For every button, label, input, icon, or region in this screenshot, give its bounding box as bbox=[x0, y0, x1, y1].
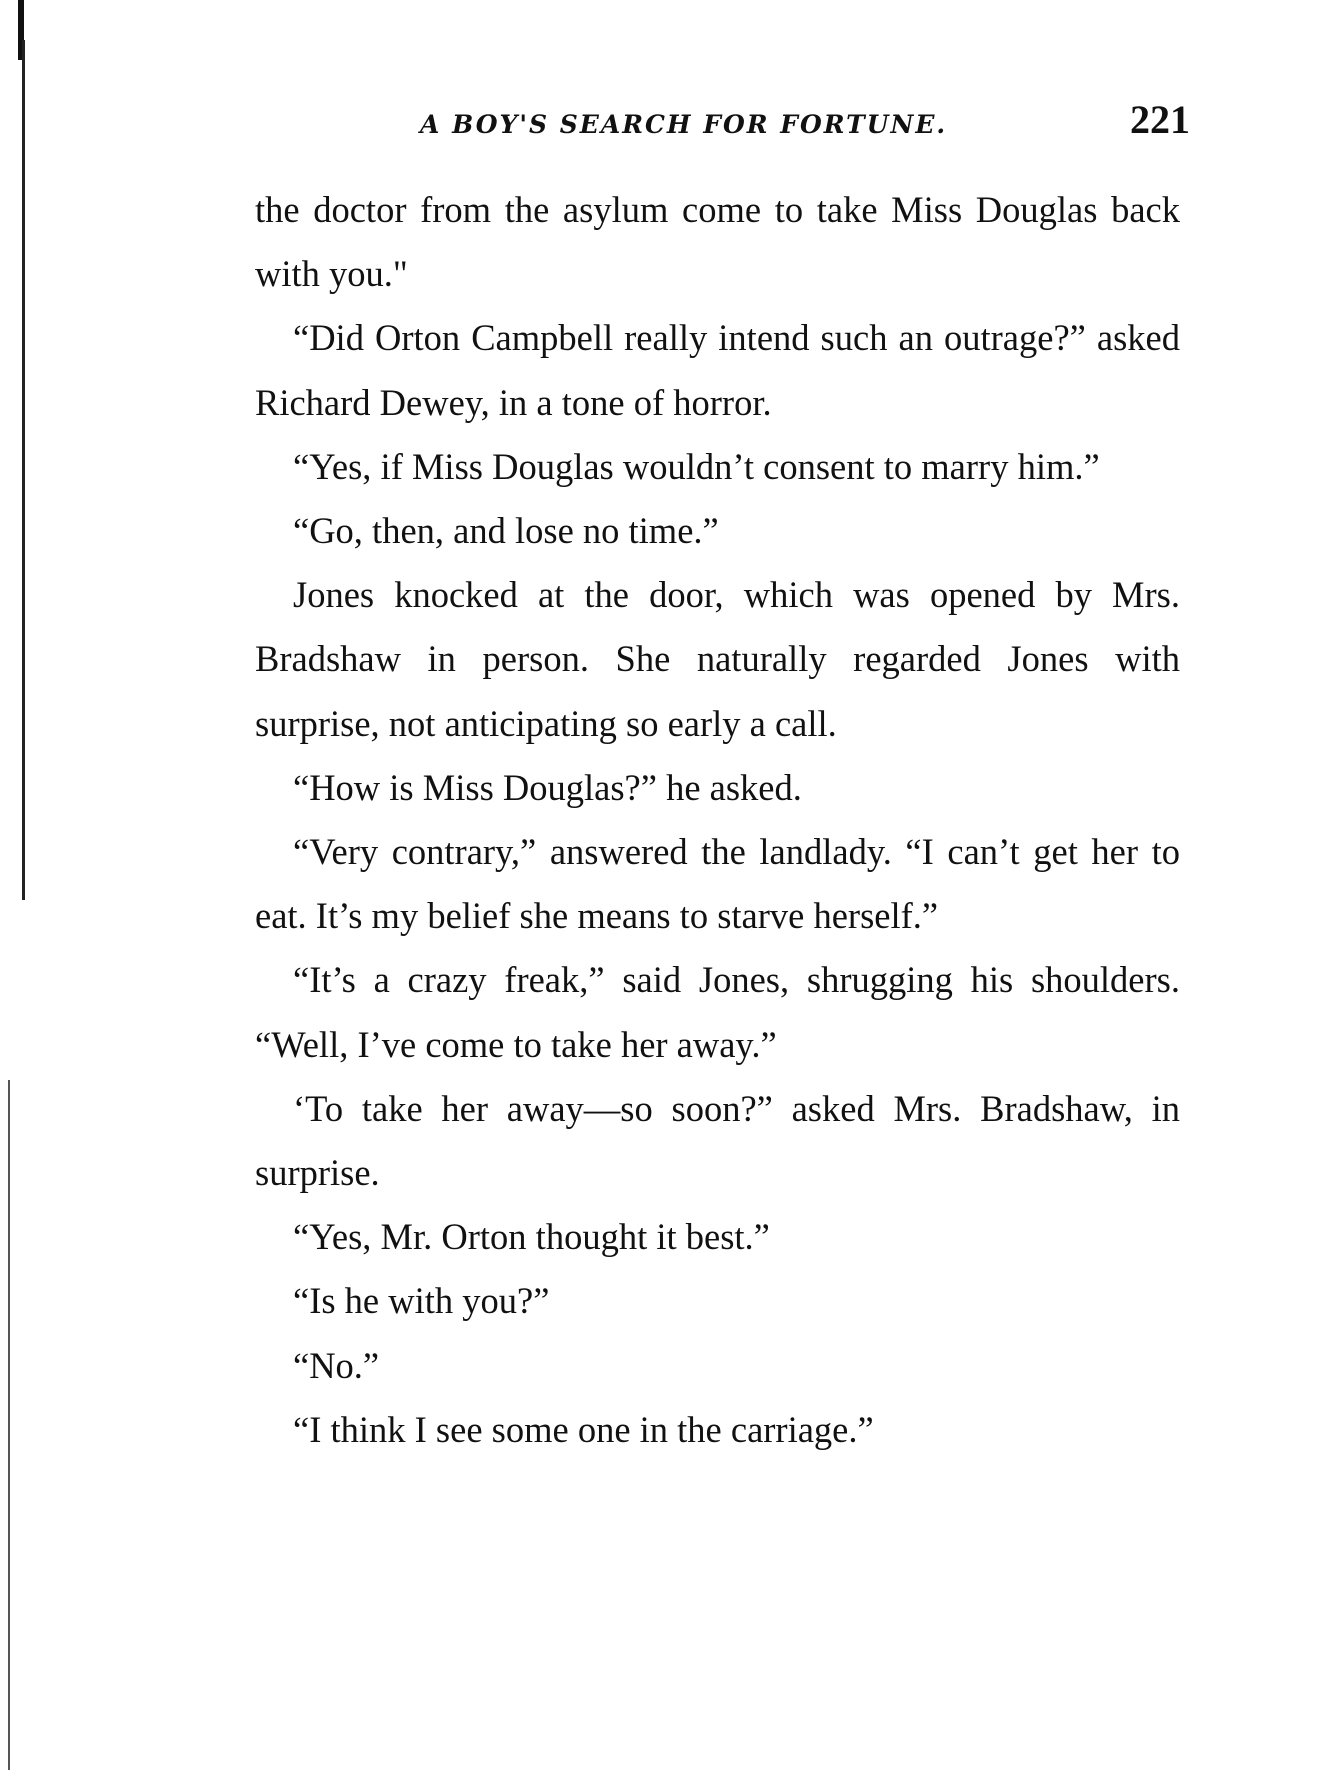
scan-edge-line-lower bbox=[8, 1080, 10, 1770]
paragraph: “Yes, if Miss Douglas wouldn’t consent to marry him.” bbox=[293, 445, 1100, 487]
page-number: 221 bbox=[1130, 97, 1190, 142]
paragraph: “I think I see some one in the carriage.” bbox=[293, 1408, 874, 1450]
paragraph: “Very contrary,” answered the landlady. “I can’t get her to eat. It’s my belief she means to starve herself.” bbox=[255, 831, 1180, 937]
body-text bbox=[255, 178, 1180, 1462]
paragraph: Jones knocked at the door, which was opened by Mrs. Bradshaw in person. She naturally regarded Jones with surprise, not anticipating so early a call. bbox=[255, 574, 1180, 744]
paragraph: “No.” bbox=[293, 1344, 380, 1386]
paragraph: “It’s a crazy freak,” said Jones, shrugging his shoulders. “Well, I’ve come to take her away.” bbox=[255, 959, 1180, 1065]
paragraph: “Did Orton Campbell really intend such an outrage?” asked Richard Dewey, in a tone of horror. bbox=[255, 317, 1180, 423]
paragraph: the doctor from the asylum come to take Miss Douglas back with you." bbox=[255, 189, 1180, 295]
paragraph: “Go, then, and lose no time.” bbox=[293, 510, 719, 552]
running-title: A BOY'S SEARCH FOR FORTUNE. bbox=[420, 110, 948, 139]
paragraph: “How is Miss Douglas?” he asked. bbox=[293, 766, 802, 808]
paragraph: “Yes, Mr. Orton thought it best.” bbox=[293, 1216, 770, 1258]
paragraph: ‘To take her away—so soon?” asked Mrs. Bradshaw, in surprise. bbox=[255, 1087, 1180, 1194]
paragraph: “Is he with you?” bbox=[293, 1280, 550, 1322]
scan-edge-line bbox=[22, 40, 25, 900]
running-head bbox=[420, 96, 1190, 146]
